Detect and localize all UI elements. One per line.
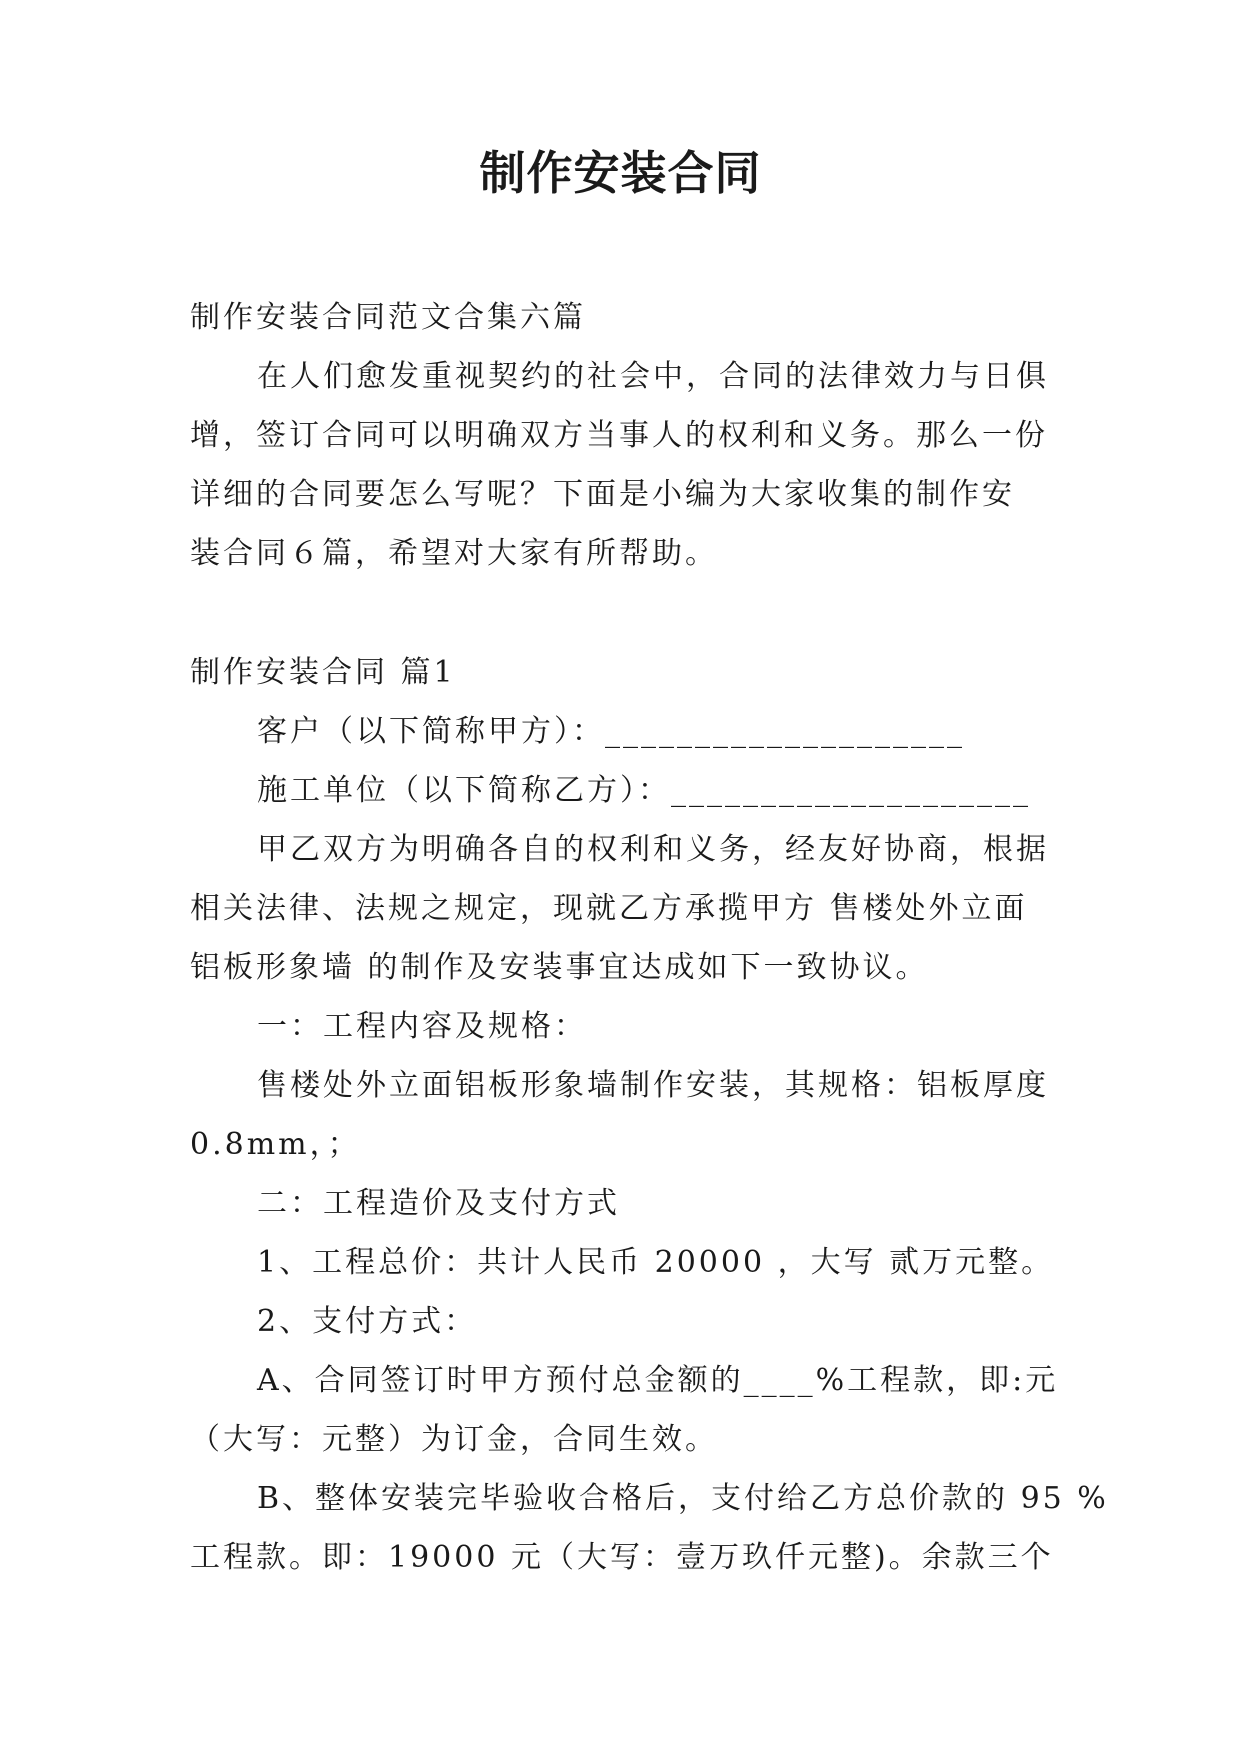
clause-1-line: 售楼处外立面铝板形象墙制作安装，其规格：铝板厚度 — [257, 1068, 1049, 1103]
agreement-line: 相关法律、法规之规定，现就乙方承揽甲方 售楼处外立面 — [190, 891, 1028, 926]
party-b-line: 施工单位（以下简称乙方）：____________________ — [257, 773, 1031, 808]
clause-2-a-line: A、合同签订时甲方预付总金额的____%工程款，即:元 — [257, 1363, 1059, 1398]
clause-1-line: 0.8mm，； — [190, 1127, 361, 1162]
clause-2-total: 1、工程总价：共计人民币 20000 ，大写 贰万元整。 — [257, 1245, 1055, 1280]
agreement-line: 甲乙双方为明确各自的权利和义务，经友好协商，根据 — [257, 832, 1049, 867]
agreement-line: 铝板形象墙 的制作及安装事宜达成如下一致协议。 — [190, 950, 929, 985]
paragraph-gap — [190, 583, 1056, 643]
intro-line: 在人们愈发重视契约的社会中，合同的法律效力与日俱 — [257, 359, 1049, 394]
section-heading: 制作安装合同 篇1 — [190, 655, 456, 690]
intro-line: 增，签订合同可以明确双方当事人的权利和义务。那么一份 — [190, 418, 1048, 453]
clause-2-payment: 2、支付方式： — [257, 1304, 478, 1339]
party-a-line: 客户（以下简称甲方）：____________________ — [257, 714, 965, 749]
intro-line: 装合同６篇，希望对大家有所帮助。 — [190, 536, 718, 571]
clause-2-b-line: 工程款。即：19000 元（大写：壹万玖仟元整)。余款三个 — [190, 1540, 1054, 1575]
document-body — [190, 288, 1109, 1587]
clause-1-heading: 一：工程内容及规格： — [257, 1009, 587, 1044]
document-title: 制作安装合同 — [479, 146, 762, 200]
clause-2-heading: 二：工程造价及支付方式 — [257, 1186, 620, 1221]
document-subtitle: 制作安装合同范文合集六篇 — [190, 300, 586, 335]
clause-2-a-line: （大写：元整）为订金，合同生效。 — [190, 1422, 718, 1457]
intro-line: 详细的合同要怎么写呢？下面是小编为大家收集的制作安 — [190, 477, 1015, 512]
clause-2-b-line: B、整体安装完毕验收合格后，支付给乙方总价款的 95 % — [257, 1481, 1109, 1516]
